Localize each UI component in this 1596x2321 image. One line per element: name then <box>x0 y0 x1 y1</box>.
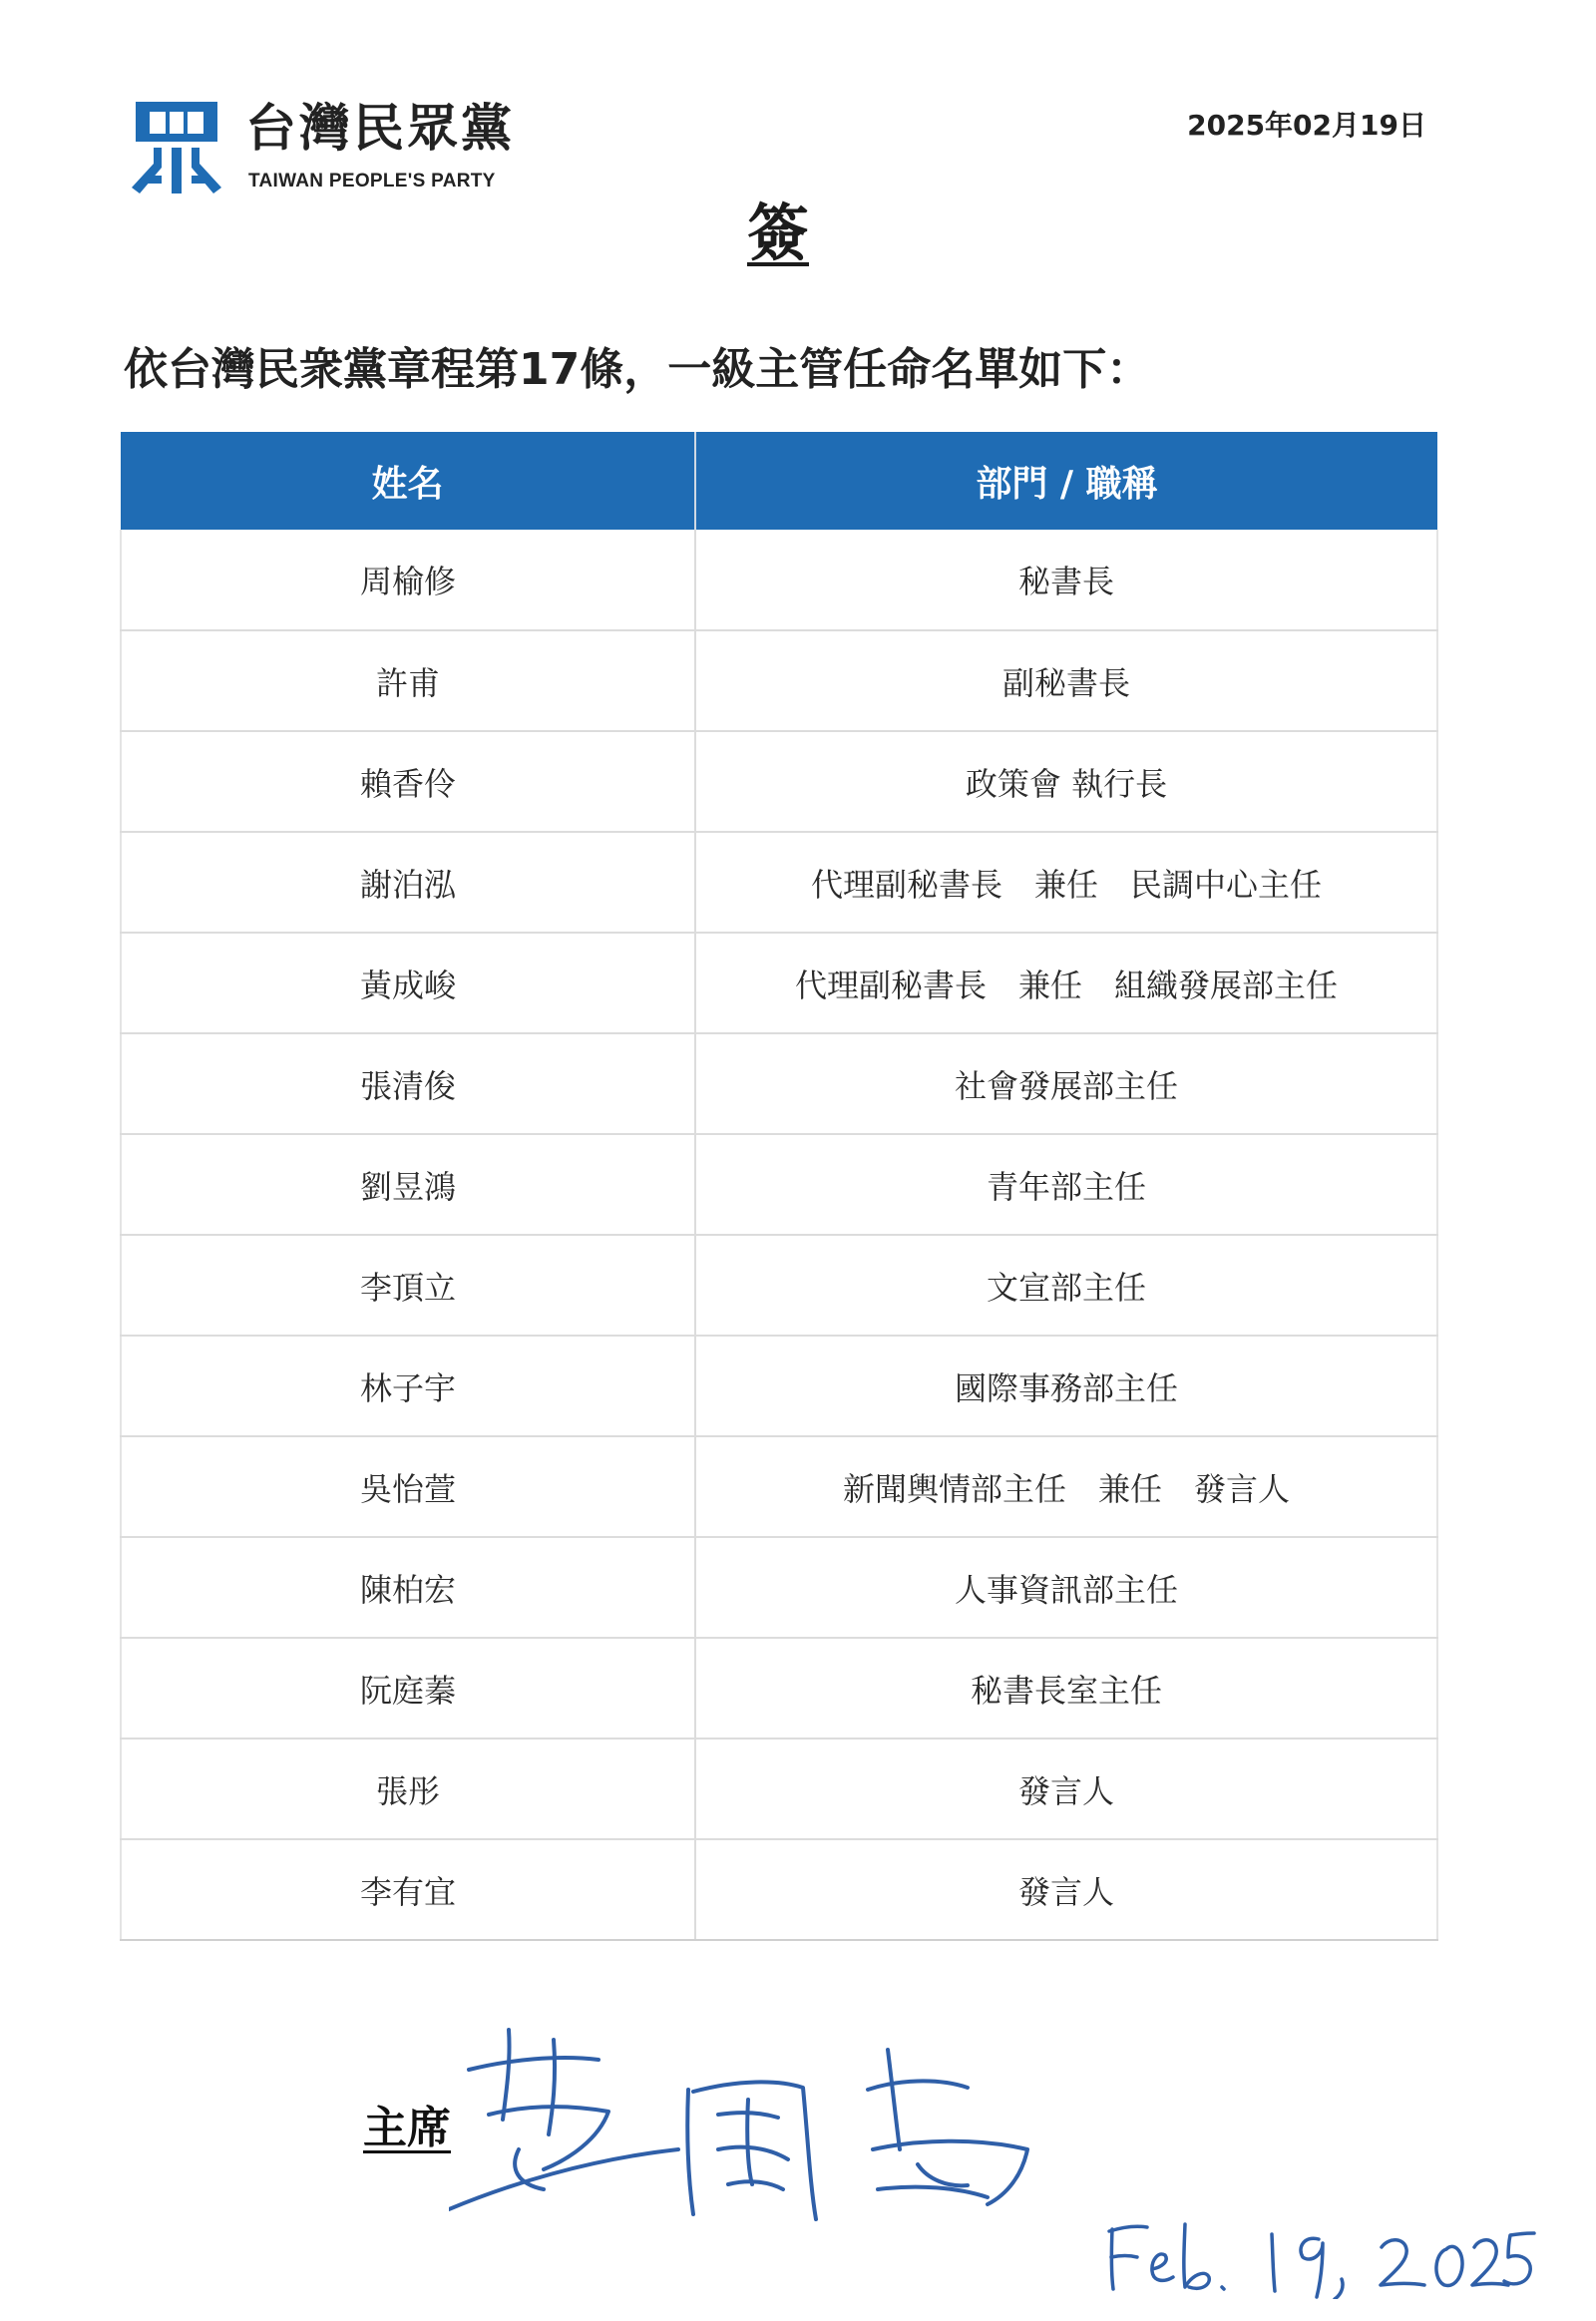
handwritten-date-icon <box>1097 2209 1536 2299</box>
handwritten-date <box>1097 2209 1536 2299</box>
cell-title: 副秘書長 <box>695 630 1437 731</box>
cell-name: 許甫 <box>121 630 695 731</box>
table-row <box>121 1033 1437 1134</box>
document-title: 簽 <box>746 196 809 269</box>
cell-name: 賴香伶 <box>121 731 695 832</box>
table-row <box>121 1436 1437 1537</box>
cell-name: 林子宇 <box>121 1336 695 1436</box>
cell-name: 吳怡萱 <box>121 1436 695 1537</box>
party-logo-icon <box>132 98 221 195</box>
document-date: 2025年02月19日 <box>1187 109 1426 142</box>
table-row <box>121 1638 1437 1739</box>
cell-name: 張彤 <box>121 1739 695 1839</box>
cell-title: 代理副秘書長 兼任 民調中心主任 <box>695 832 1437 933</box>
cell-title: 新聞輿情部主任 兼任 發言人 <box>695 1436 1437 1537</box>
cell-title: 國際事務部主任 <box>695 1336 1437 1436</box>
table-row <box>121 1537 1437 1638</box>
cell-title: 文宣部主任 <box>695 1235 1437 1336</box>
cell-title: 政策會 執行長 <box>695 731 1437 832</box>
header-department-title: 部門 / 職稱 <box>695 432 1437 530</box>
cell-name: 陳柏宏 <box>121 1537 695 1638</box>
chairperson-label: 主席 <box>363 2103 451 2153</box>
table-row <box>121 530 1437 630</box>
cell-title: 發言人 <box>695 1739 1437 1839</box>
cell-title: 秘書長 <box>695 530 1437 630</box>
party-name-zh: 台灣民眾黨 <box>245 100 516 159</box>
signature-icon <box>449 2000 1087 2229</box>
party-name-en: TAIWAN PEOPLE'S PARTY <box>248 171 496 192</box>
cell-name: 劉昱鴻 <box>121 1134 695 1235</box>
header-name: 姓名 <box>121 432 695 530</box>
cell-name: 張清俊 <box>121 1033 695 1134</box>
cell-name: 謝泊泓 <box>121 832 695 933</box>
cell-name: 阮庭蓁 <box>121 1638 695 1739</box>
intro-text: 依台灣民衆黨章程第17條，一級主管任命名單如下： <box>124 344 1151 395</box>
cell-name: 周榆修 <box>121 530 695 630</box>
table-row <box>121 1134 1437 1235</box>
cell-title: 秘書長室主任 <box>695 1638 1437 1739</box>
table-row <box>121 1336 1437 1436</box>
table-header-row <box>121 432 1437 530</box>
cell-name: 李有宜 <box>121 1839 695 1940</box>
table-row <box>121 832 1437 933</box>
party-logo <box>132 98 221 195</box>
table-row <box>121 1839 1437 1940</box>
cell-title: 發言人 <box>695 1839 1437 1940</box>
appointment-table <box>120 432 1438 1941</box>
table-row <box>121 731 1437 832</box>
cell-title: 代理副秘書長 兼任 組織發展部主任 <box>695 933 1437 1033</box>
table-row <box>121 1235 1437 1336</box>
cell-title: 青年部主任 <box>695 1134 1437 1235</box>
cell-title: 社會發展部主任 <box>695 1033 1437 1134</box>
table-row <box>121 1739 1437 1839</box>
table-row <box>121 933 1437 1033</box>
cell-name: 黃成峻 <box>121 933 695 1033</box>
table-row <box>121 630 1437 731</box>
handwritten-signature <box>449 2000 1087 2229</box>
cell-title: 人事資訊部主任 <box>695 1537 1437 1638</box>
cell-name: 李頂立 <box>121 1235 695 1336</box>
